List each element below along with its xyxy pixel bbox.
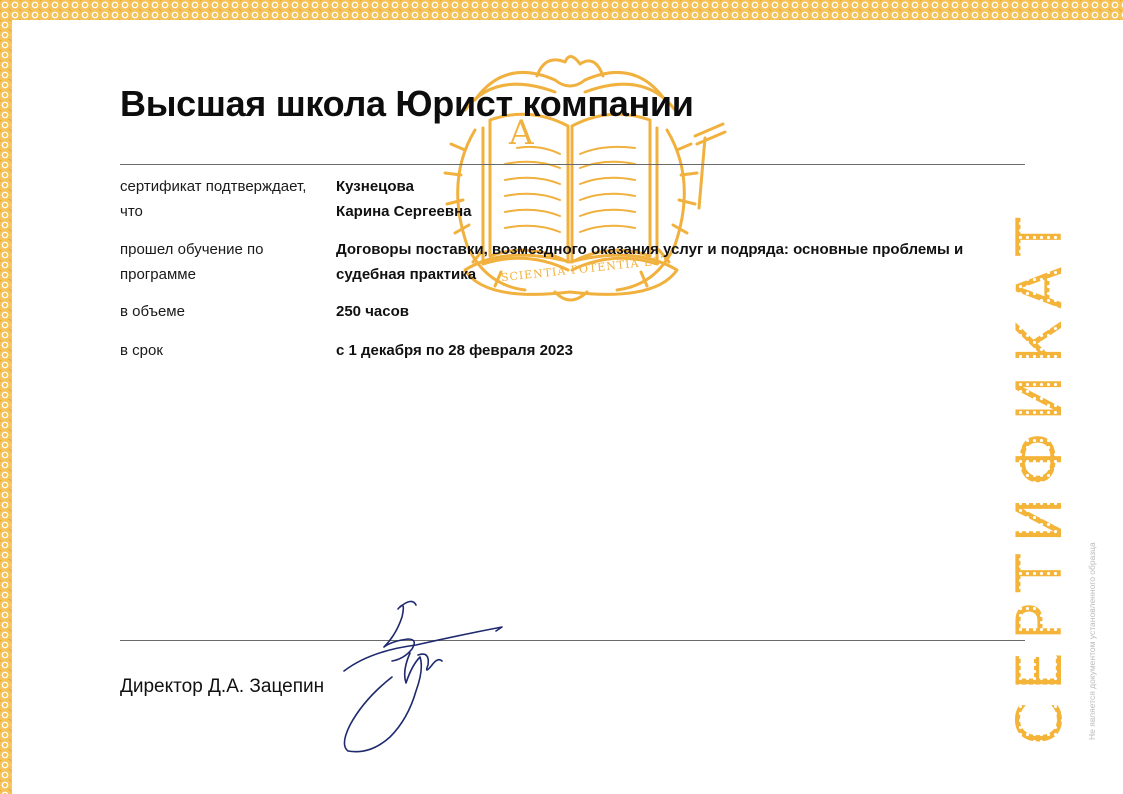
decorative-border-left: [0, 0, 12, 794]
certificate-vertical-word: СЕРТИФИКАТ: [1003, 206, 1076, 745]
field-value-given-names: Карина Сергеевна: [336, 203, 472, 220]
field-value-surname: Кузнецова: [336, 178, 414, 195]
signature-icon: [320, 595, 520, 760]
field-value-volume: 250 часов: [336, 303, 409, 320]
field-label-period: в срок: [120, 342, 163, 359]
emblem-motto: SCIENTIA POTENTIA EST: [500, 253, 671, 285]
top-divider: [120, 164, 1025, 165]
decorative-border-top: [0, 0, 1123, 20]
director-name: Директор Д.А. Зацепин: [120, 676, 325, 697]
page-title: Высшая школа Юрист компании: [120, 83, 694, 124]
field-label-confirms: сертификат подтверждает, что: [120, 178, 307, 220]
emblem-letter: A: [509, 113, 534, 153]
field-value-program: Договоры поставки, возмездного оказания услуг и подряда: основные проблемы и судебная практика: [336, 241, 964, 283]
field-label-volume: в объеме: [120, 303, 185, 320]
disclaimer-text: Не является документом установленного образца: [1087, 542, 1097, 740]
field-value-period: с 1 декабря по 28 февраля 2023: [336, 342, 573, 359]
field-label-program: прошел обучение по программе: [120, 241, 264, 283]
bottom-divider: [120, 640, 1025, 641]
